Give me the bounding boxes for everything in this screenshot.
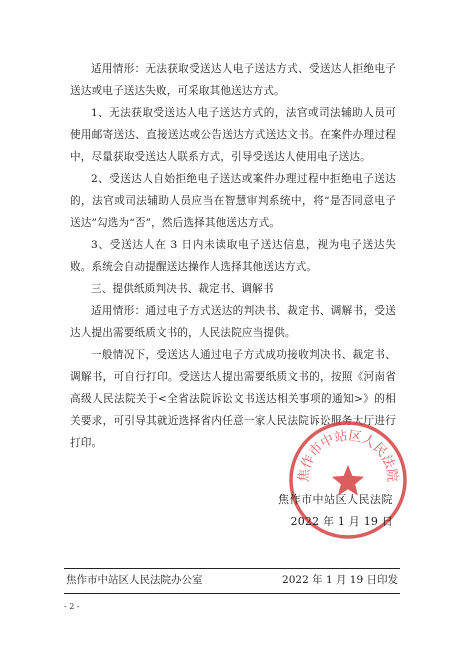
closing-block xyxy=(278,489,393,533)
paragraph-item-3: 3、受送达人在 3 日内未读取电子送达信息，视为电子送达失败。系统会自动提醒送达操作人选择其他送达方式。 xyxy=(70,239,396,273)
footer-rule-top xyxy=(64,568,400,569)
document-body xyxy=(70,58,396,454)
closing-date: 2022 年 1 月 19 日 xyxy=(290,515,393,528)
paragraph-item-2: 2、受送达人自始拒绝电子送达或案件办理过程中拒绝电子送达的，法官或司法辅助人员应当在智慧审判系统中，将“是否同意电子送达”勾选为“否”，然后选择其他送达方式。 xyxy=(70,173,396,229)
paragraph-general: 一般情况下，受送达人通过电子方式成功接收判决书、裁定书、调解书，可自行打印。受送达人提出需要纸质文书的，按照《河南省高级人民法院关于<全省法院诉讼文书送达相关事项的通知>》的相关要求，可引导其就近选择省内任意一家人民法院诉讼服务大厅进行打印。 xyxy=(70,349,396,449)
footer-issuing-office: 焦作市中站区人民法院办公室 xyxy=(66,574,203,586)
closing-org: 焦作市中站区人民法院 xyxy=(278,493,393,506)
paragraph-item-1: 1、无法获取受送达人电子送达方式的，法官或司法辅助人员可使用邮寄送达、直接送达或公告送达方式送达文书。在案件办理过程中，尽量获取受送达人联系方式，引导受送达人使用电子送达。 xyxy=(70,107,396,163)
section-heading-3: 三、提供纸质判决书、裁定书、调解书 xyxy=(91,283,274,295)
footer-line xyxy=(66,572,398,587)
footer-issue-date: 2022 年 1 月 19 日印发 xyxy=(282,574,398,586)
paragraph-applicability-2: 适用情形：通过电子方式送达的判决书、裁定书、调解书，受送达人提出需要纸质文书的，人民法院应当提供。 xyxy=(70,305,396,339)
page-number: - 2 - xyxy=(64,602,80,611)
paragraph-applicability-1: 适用情形：无法获取受送达人电子送达方式、受送达人拒绝电子送达或电子送达失败，可采取其他送达方式。 xyxy=(70,63,396,97)
footer-rule-bottom xyxy=(64,593,400,594)
seal-text: 焦作市中站区人民法院 xyxy=(296,428,400,483)
